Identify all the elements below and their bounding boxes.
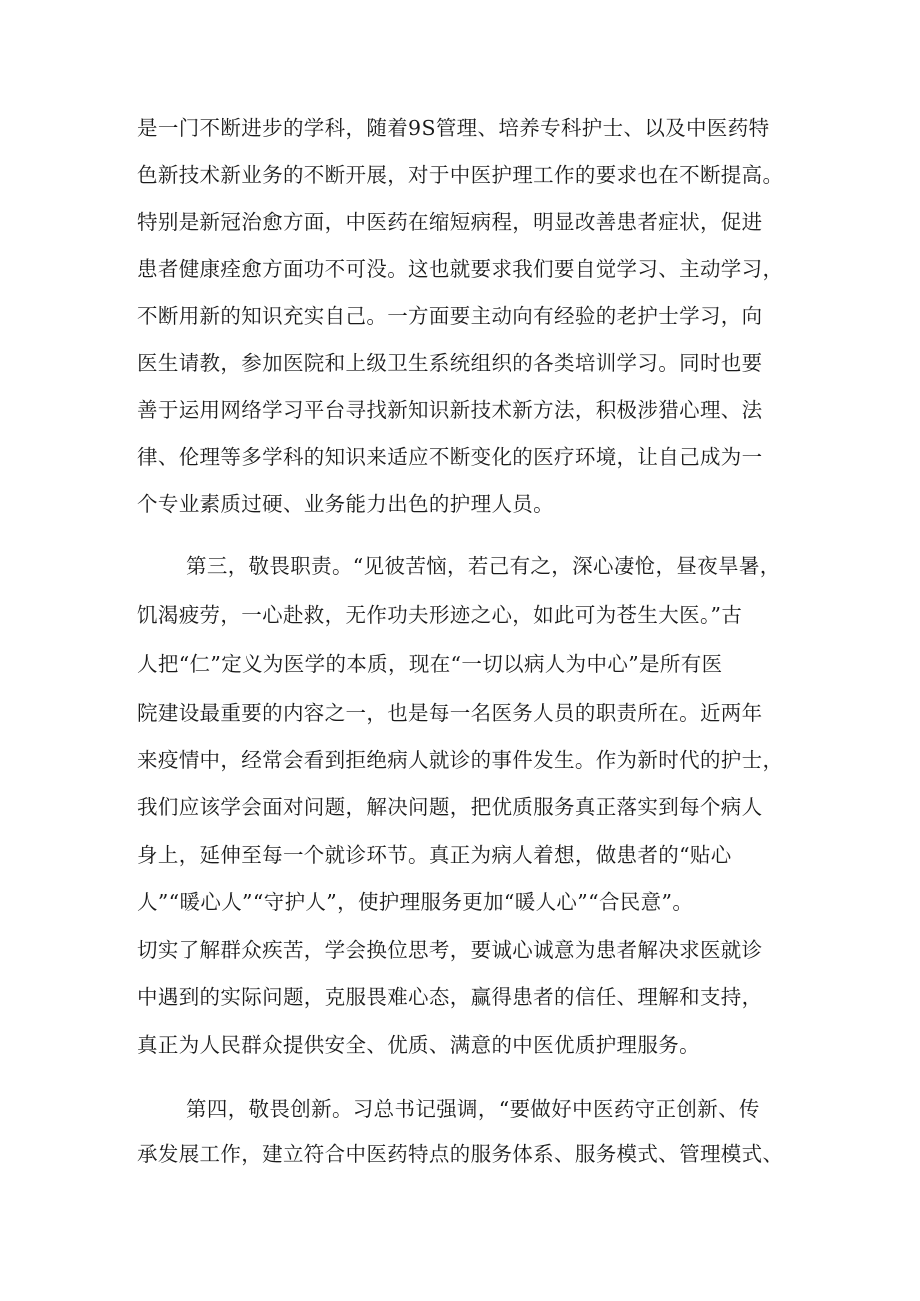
text-line: 来疫情中，经常会看到拒绝病人就诊的事件发生。作为新时代的护士， (137, 748, 784, 772)
paragraph-first-line: 第四，敬畏创新。习总书记强调，“要做好中医药守正创新、传 (186, 1097, 760, 1121)
text-line: 不断用新的知识充实自己。一方面要主动向有经验的老护士学习，向 (137, 304, 763, 328)
text-line: 真正为人民群众提供安全、优质、满意的中医优质护理服务。 (137, 1033, 700, 1057)
text-line: 人”“暖心人”“守护人”，使护理服务更加“暖人心”“合民意”。 (137, 890, 694, 914)
paragraph-first-line: 第三，敬畏职责。“见彼苦恼，若己有之，深心凄怆，昼夜旱暑， (186, 554, 781, 578)
text-line: 承发展工作，建立符合中医药特点的服务体系、服务模式、管理模式、 (137, 1142, 784, 1166)
text-line: 切实了解群众疾苦，学会换位思考，要诚心诚意为患者解决求医就诊 (137, 938, 763, 962)
text-line: 饥渴疲劳，一心赴救，无作功夫形迹之心，如此可为苍生大医。”古 (137, 603, 743, 627)
text-line: 律、伦理等多学科的知识来适应不断变化的医疗环境，让自己成为一 (137, 445, 763, 469)
text-line: 患者健康痊愈方面功不可没。这也就要求我们要自觉学习、主动学习， (137, 257, 784, 281)
text-line: 我们应该学会面对问题，解决问题，把优质服务真正落实到每个病人 (137, 795, 763, 819)
text-line: 医生请教，参加医院和上级卫生系统组织的各类培训学习。同时也要 (137, 351, 763, 375)
text-line: 院建设最重要的内容之一，也是每一名医务人员的职责所在。近两年 (137, 701, 763, 725)
text-line: 人把“仁”定义为医学的本质，现在“一切以病人为中心”是所有医 (137, 652, 723, 676)
text-line: 是一门不断进步的学科，随着9S管理、培养专科护士、以及中医药特 (137, 116, 770, 140)
text-line: 中遇到的实际问题，克服畏难心态，赢得患者的信任、理解和支持， (137, 985, 763, 1009)
text-line: 色新技术新业务的不断开展，对于中医护理工作的要求也在不断提高。 (137, 163, 784, 187)
text-line: 身上，延伸至每一个就诊环节。真正为病人着想，做患者的“贴心 (137, 843, 732, 867)
text-line: 特别是新冠治愈方面，中医药在缩短病程，明显改善患者症状，促进 (137, 210, 763, 234)
text-line: 善于运用网络学习平台寻找新知识新技术新方法，积极涉猎心理、法 (137, 398, 763, 422)
text-line: 个专业素质过硬、业务能力出色的护理人员。 (137, 492, 554, 516)
